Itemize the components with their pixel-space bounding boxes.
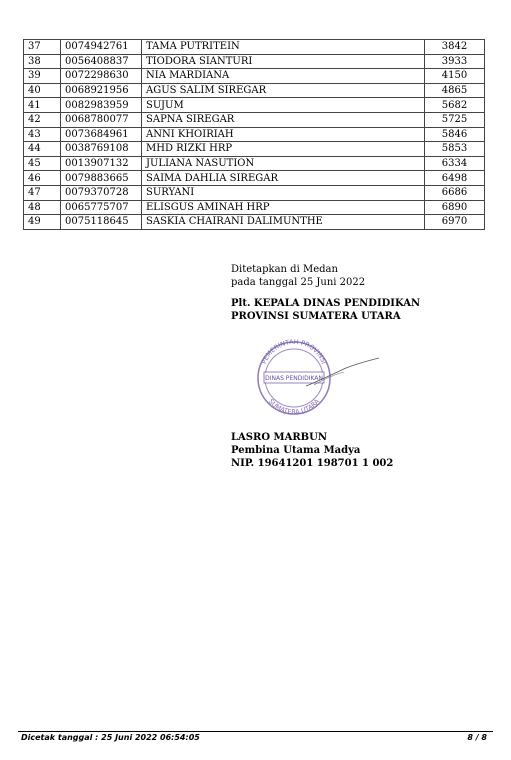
student-name: TIODORA SIANTURI [142, 54, 425, 69]
date-text: pada tanggal 25 Juni 2022 [231, 277, 366, 288]
score-value: 5682 [425, 98, 485, 113]
stamp-and-signature-graphic [236, 330, 386, 420]
table-row [24, 40, 485, 55]
score-value: 6970 [425, 215, 485, 230]
table-row [24, 200, 485, 215]
student-id: 0038769108 [61, 142, 142, 157]
table-row [24, 171, 485, 186]
participant-table [23, 39, 485, 230]
row-number: 37 [24, 40, 61, 55]
score-value: 4865 [425, 83, 485, 98]
table-row [24, 127, 485, 142]
student-id: 0068780077 [61, 112, 142, 127]
title-line-2: PROVINSI SUMATERA UTARA [231, 311, 401, 322]
signature-place-date [231, 263, 365, 289]
row-number: 44 [24, 142, 61, 157]
row-number: 47 [24, 185, 61, 200]
student-name: TAMA PUTRITEIN [142, 40, 425, 55]
score-value: 4150 [425, 69, 485, 84]
score-value: 5853 [425, 142, 485, 157]
title-line-1: Plt. KEPALA DINAS PENDIDIKAN [231, 298, 421, 309]
student-name: ELISGUS AMINAH HRP [142, 200, 425, 215]
row-number: 45 [24, 156, 61, 171]
row-number: 40 [24, 83, 61, 98]
student-name: AGUS SALIM SIREGAR [142, 83, 425, 98]
page-number: 8 / 8 [467, 733, 487, 742]
footer-divider [18, 731, 493, 732]
table-row [24, 98, 485, 113]
score-value: 6890 [425, 200, 485, 215]
stamp-middle-text: DINAS PENDIDIKAN [265, 375, 323, 382]
student-id: 0065775707 [61, 200, 142, 215]
row-number: 41 [24, 98, 61, 113]
student-name: ANNI KHOIRIAH [142, 127, 425, 142]
stamp-top-text: PEMERINTAH PROVINSI [259, 337, 329, 366]
official-nip: NIP. 19641201 198701 1 002 [231, 458, 394, 469]
table-row [24, 142, 485, 157]
score-value: 5846 [425, 127, 485, 142]
row-number: 46 [24, 171, 61, 186]
row-number: 48 [24, 200, 61, 215]
student-id: 0079370728 [61, 185, 142, 200]
student-id: 0079883665 [61, 171, 142, 186]
score-value: 6498 [425, 171, 485, 186]
student-name: SAPNA SIREGAR [142, 112, 425, 127]
student-name: SASKIA CHAIRANI DALIMUNTHE [142, 215, 425, 230]
table-row [24, 156, 485, 171]
official-name: LASRO MARBUN [231, 432, 327, 443]
score-value: 5725 [425, 112, 485, 127]
table-row [24, 215, 485, 230]
row-number: 49 [24, 215, 61, 230]
stamp-bottom-text: SUMATERA UTARA [266, 397, 322, 417]
student-name: JULIANA NASUTION [142, 156, 425, 171]
official-rank: Pembina Utama Madya [231, 445, 361, 456]
student-id: 0082983959 [61, 98, 142, 113]
score-value: 3842 [425, 40, 485, 55]
student-id: 0056408837 [61, 54, 142, 69]
participant-table-body [24, 40, 485, 230]
score-value: 6334 [425, 156, 485, 171]
student-id: 0068921956 [61, 83, 142, 98]
student-name: SAIMA DAHLIA SIREGAR [142, 171, 425, 186]
table-row [24, 83, 485, 98]
official-stamp [236, 330, 386, 420]
student-name: SURYANI [142, 185, 425, 200]
row-number: 42 [24, 112, 61, 127]
student-id: 0072298630 [61, 69, 142, 84]
score-value: 6686 [425, 185, 485, 200]
student-id: 0074942761 [61, 40, 142, 55]
table-row [24, 185, 485, 200]
table-row [24, 54, 485, 69]
print-timestamp: Dicetak tanggal : 25 Juni 2022 06:54:05 [21, 733, 200, 742]
row-number: 43 [24, 127, 61, 142]
student-id: 0013907132 [61, 156, 142, 171]
official-identity [231, 431, 393, 470]
student-id: 0073684961 [61, 127, 142, 142]
official-title [231, 297, 420, 323]
score-value: 3933 [425, 54, 485, 69]
place-text: Ditetapkan di Medan [231, 264, 338, 275]
student-name: SUJUM [142, 98, 425, 113]
table-row [24, 69, 485, 84]
student-name: MHD RIZKI HRP [142, 142, 425, 157]
page-footer [21, 733, 487, 742]
row-number: 38 [24, 54, 61, 69]
row-number: 39 [24, 69, 61, 84]
student-id: 0075118645 [61, 215, 142, 230]
student-name: NIA MARDIANA [142, 69, 425, 84]
table-row [24, 112, 485, 127]
